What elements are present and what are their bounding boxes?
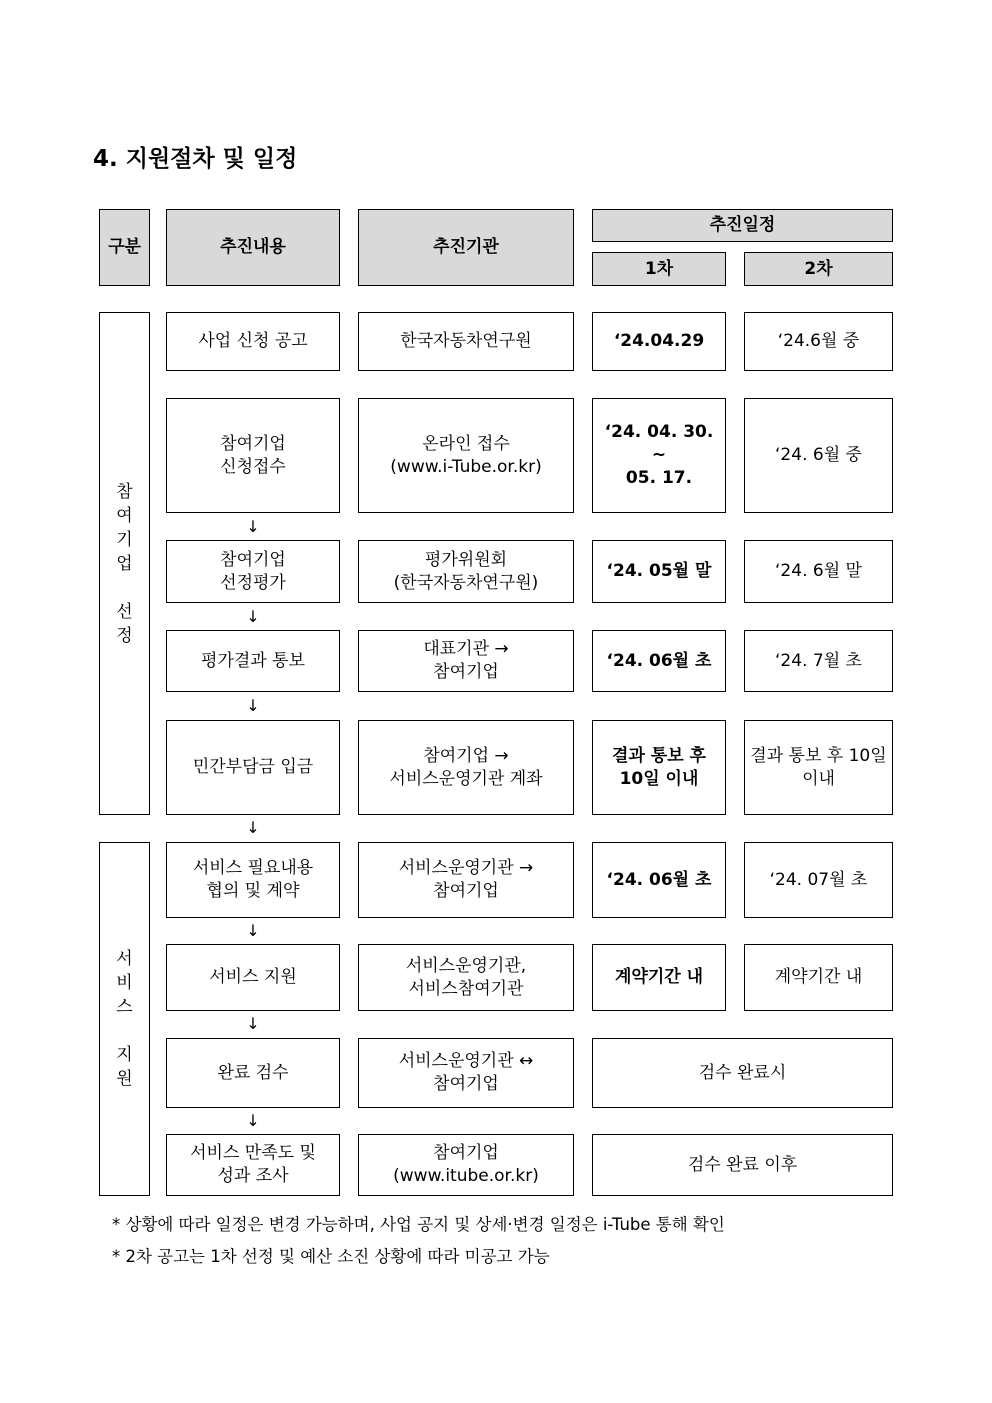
row-agency: 온라인 접수 (www.i-Tube.or.kr) [358,398,574,513]
row-round1: ‘24. 06월 초 [592,630,726,692]
row-agency: 참여기업 (www.itube.or.kr) [358,1134,574,1196]
row-round1: ‘24. 06월 초 [592,842,726,918]
row-round2: ‘24. 6월 말 [744,540,893,603]
row-agency: 서비스운영기관 ↔ 참여기업 [358,1038,574,1108]
row-round2: ‘24. 7월 초 [744,630,893,692]
flow-arrow: ↓ [246,696,260,715]
row-content: 서비스 만족도 및 성과 조사 [166,1134,340,1196]
row-content: 사업 신청 공고 [166,312,340,371]
row-schedule-merged: 검수 완료 이후 [592,1134,893,1196]
row-round1: ‘24. 05월 말 [592,540,726,603]
row-agency: 참여기업 → 서비스운영기관 계좌 [358,720,574,815]
header-agency: 추진기관 [358,209,574,286]
group-service: 서 비 스 지 원 [99,842,150,1196]
row-content: 완료 검수 [166,1038,340,1108]
row-agency: 대표기관 → 참여기업 [358,630,574,692]
row-schedule-merged: 검수 완료시 [592,1038,893,1108]
flow-arrow: ↓ [246,921,260,940]
row-round2: ‘24. 6월 중 [744,398,893,513]
header-content: 추진내용 [166,209,340,286]
row-content: 서비스 지원 [166,944,340,1011]
row-content: 참여기업 선정평가 [166,540,340,603]
flow-arrow: ↓ [246,818,260,837]
row-content: 민간부담금 입금 [166,720,340,815]
row-agency: 서비스운영기관, 서비스참여기관 [358,944,574,1011]
row-agency: 서비스운영기관 → 참여기업 [358,842,574,918]
header-category: 구분 [99,209,150,286]
row-round2: ‘24. 07월 초 [744,842,893,918]
section-title: 4. 지원절차 및 일정 [93,146,298,172]
header-round2: 2차 [744,252,893,286]
row-round2: ‘24.6월 중 [744,312,893,371]
footnote: * 2차 공고는 1차 선정 및 예산 소진 상황에 따라 미공고 가능 [112,1247,550,1266]
flow-arrow: ↓ [246,517,260,536]
row-round1: ‘24. 04. 30. ~ 05. 17. [592,398,726,513]
row-content: 참여기업 신청접수 [166,398,340,513]
footnote: * 상황에 따라 일정은 변경 가능하며, 사업 공지 및 상세·변경 일정은 i-Tube 통해 확인 [112,1215,725,1234]
row-round1: 결과 통보 후 10일 이내 [592,720,726,815]
flow-arrow: ↓ [246,1111,260,1130]
header-schedule: 추진일정 [592,209,893,242]
row-round1: ‘24.04.29 [592,312,726,371]
row-agency: 평가위원회 (한국자동차연구원) [358,540,574,603]
row-content: 평가결과 통보 [166,630,340,692]
row-agency: 한국자동차연구원 [358,312,574,371]
row-content: 서비스 필요내용 협의 및 계약 [166,842,340,918]
flow-arrow: ↓ [246,607,260,626]
group-selection: 참 여 기 업 선 정 [99,312,150,815]
row-round2: 계약기간 내 [744,944,893,1011]
row-round1: 계약기간 내 [592,944,726,1011]
flow-arrow: ↓ [246,1014,260,1033]
header-round1: 1차 [592,252,726,286]
row-round2: 결과 통보 후 10일 이내 [744,720,893,815]
